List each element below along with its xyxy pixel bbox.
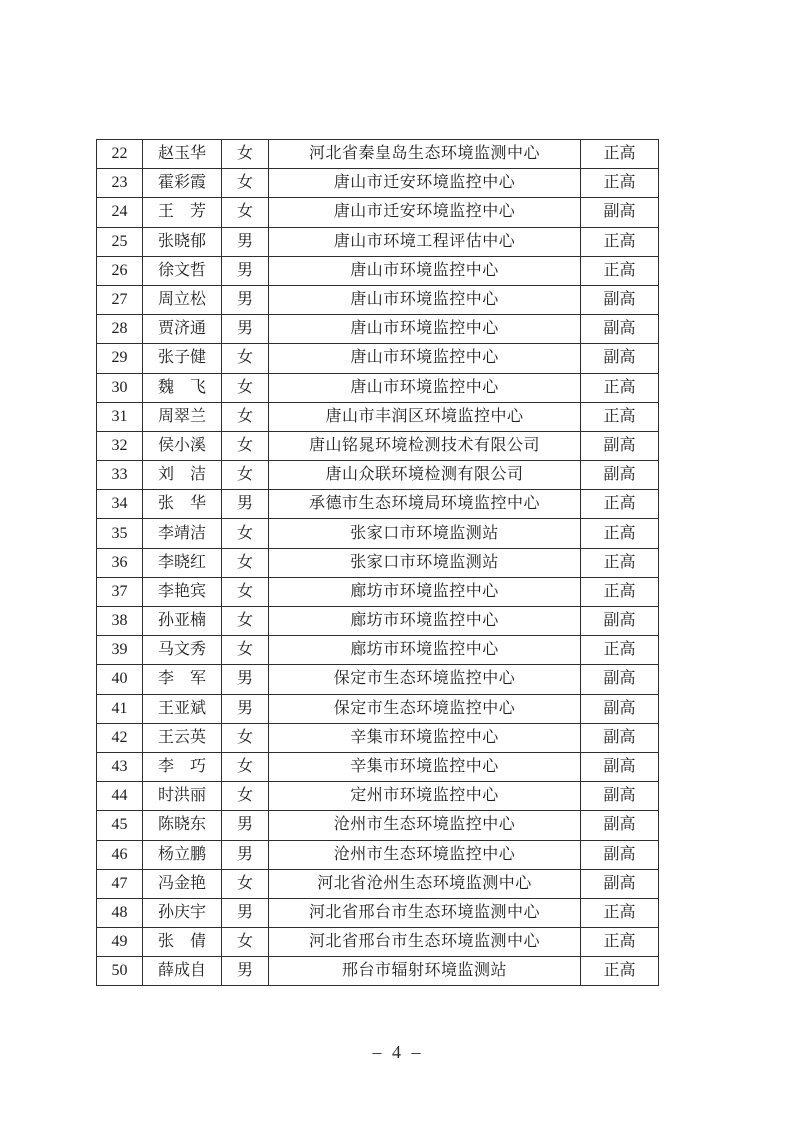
cell-row-number: 50 [97,957,143,986]
cell-title-level: 副高 [581,285,659,314]
cell-name: 王亚斌 [143,694,222,723]
cell-name: 李靖洁 [143,519,222,548]
cell-gender: 女 [222,928,269,957]
cell-title-level: 副高 [581,869,659,898]
cell-title-level: 副高 [581,723,659,752]
cell-title-level: 正高 [581,548,659,577]
cell-organization: 张家口市环境监测站 [269,519,581,548]
table-row [97,140,659,169]
cell-title-level: 副高 [581,694,659,723]
cell-name: 孙亚楠 [143,607,222,636]
cell-gender: 男 [222,957,269,986]
cell-organization: 辛集市环境监控中心 [269,723,581,752]
cell-gender: 男 [222,665,269,694]
cell-name: 时洪丽 [143,782,222,811]
cell-name: 李 巧 [143,752,222,781]
cell-row-number: 41 [97,694,143,723]
table-row [97,782,659,811]
cell-row-number: 38 [97,607,143,636]
cell-title-level: 正高 [581,256,659,285]
cell-row-number: 27 [97,285,143,314]
table-row [97,869,659,898]
cell-organization: 沧州市生态环境监控中心 [269,840,581,869]
cell-row-number: 22 [97,140,143,169]
cell-row-number: 45 [97,811,143,840]
table-row [97,256,659,285]
table-row [97,928,659,957]
cell-name: 张晓郁 [143,227,222,256]
table-row [97,665,659,694]
cell-title-level: 副高 [581,198,659,227]
cell-organization: 河北省邢台市生态环境监测中心 [269,928,581,957]
cell-row-number: 44 [97,782,143,811]
cell-title-level: 副高 [581,344,659,373]
table-row [97,636,659,665]
cell-row-number: 35 [97,519,143,548]
cell-organization: 唐山众联环境检测有限公司 [269,461,581,490]
cell-name: 薛成自 [143,957,222,986]
cell-organization: 张家口市环境监测站 [269,548,581,577]
cell-title-level: 正高 [581,577,659,606]
cell-row-number: 34 [97,490,143,519]
cell-name: 刘 洁 [143,461,222,490]
cell-gender: 男 [222,315,269,344]
table-row [97,431,659,460]
table-row [97,490,659,519]
cell-row-number: 24 [97,198,143,227]
cell-row-number: 33 [97,461,143,490]
cell-gender: 男 [222,694,269,723]
cell-name: 李艳宾 [143,577,222,606]
table-row [97,898,659,927]
table-row [97,285,659,314]
table-row [97,840,659,869]
cell-gender: 女 [222,461,269,490]
cell-organization: 保定市生态环境监控中心 [269,665,581,694]
cell-organization: 邢台市辐射环境监测站 [269,957,581,986]
cell-gender: 女 [222,548,269,577]
table-row [97,548,659,577]
cell-gender: 男 [222,227,269,256]
page-number: – 4 – [372,1042,421,1062]
cell-gender: 男 [222,840,269,869]
cell-gender: 女 [222,373,269,402]
cell-title-level: 副高 [581,607,659,636]
cell-organization: 唐山市环境工程评估中心 [269,227,581,256]
cell-gender: 男 [222,811,269,840]
cell-title-level: 副高 [581,811,659,840]
cell-name: 冯金艳 [143,869,222,898]
cell-row-number: 28 [97,315,143,344]
cell-gender: 女 [222,723,269,752]
cell-organization: 河北省邢台市生态环境监测中心 [269,898,581,927]
cell-title-level: 正高 [581,928,659,957]
cell-title-level: 正高 [581,227,659,256]
cell-row-number: 29 [97,344,143,373]
cell-gender: 女 [222,577,269,606]
table-row [97,752,659,781]
cell-row-number: 36 [97,548,143,577]
cell-row-number: 47 [97,869,143,898]
cell-name: 赵玉华 [143,140,222,169]
cell-organization: 保定市生态环境监控中心 [269,694,581,723]
cell-name: 周翠兰 [143,402,222,431]
table-row [97,957,659,986]
cell-title-level: 副高 [581,782,659,811]
table-row [97,577,659,606]
cell-organization: 唐山市环境监控中心 [269,344,581,373]
cell-name: 魏 飞 [143,373,222,402]
cell-row-number: 39 [97,636,143,665]
cell-gender: 女 [222,869,269,898]
cell-name: 张子健 [143,344,222,373]
cell-row-number: 46 [97,840,143,869]
cell-row-number: 43 [97,752,143,781]
cell-row-number: 31 [97,402,143,431]
cell-gender: 男 [222,490,269,519]
cell-name: 张 华 [143,490,222,519]
cell-organization: 廊坊市环境监控中心 [269,636,581,665]
cell-gender: 女 [222,198,269,227]
personnel-roster-table [96,139,659,986]
cell-title-level: 副高 [581,665,659,694]
cell-name: 贾济通 [143,315,222,344]
table-row [97,723,659,752]
cell-organization: 定州市环境监控中心 [269,782,581,811]
cell-title-level: 正高 [581,490,659,519]
cell-gender: 女 [222,607,269,636]
cell-row-number: 26 [97,256,143,285]
cell-organization: 沧州市生态环境监控中心 [269,811,581,840]
cell-title-level: 正高 [581,402,659,431]
cell-title-level: 正高 [581,373,659,402]
table-row [97,811,659,840]
cell-name: 侯小溪 [143,431,222,460]
cell-name: 徐文哲 [143,256,222,285]
cell-gender: 女 [222,752,269,781]
table-row [97,198,659,227]
cell-gender: 女 [222,636,269,665]
cell-gender: 女 [222,402,269,431]
cell-title-level: 副高 [581,752,659,781]
table-row [97,461,659,490]
cell-name: 孙庆宇 [143,898,222,927]
cell-gender: 女 [222,519,269,548]
cell-organization: 唐山市环境监控中心 [269,315,581,344]
cell-organization: 河北省秦皇岛生态环境监测中心 [269,140,581,169]
cell-title-level: 正高 [581,898,659,927]
table-row [97,694,659,723]
cell-title-level: 正高 [581,636,659,665]
cell-organization: 承德市生态环境局环境监控中心 [269,490,581,519]
cell-row-number: 40 [97,665,143,694]
cell-organization: 河北省沧州生态环境监测中心 [269,869,581,898]
cell-row-number: 25 [97,227,143,256]
cell-organization: 辛集市环境监控中心 [269,752,581,781]
cell-gender: 女 [222,169,269,198]
cell-gender: 男 [222,256,269,285]
cell-name: 王云英 [143,723,222,752]
cell-gender: 男 [222,898,269,927]
cell-row-number: 37 [97,577,143,606]
cell-organization: 唐山铭晁环境检测技术有限公司 [269,431,581,460]
cell-row-number: 49 [97,928,143,957]
cell-row-number: 42 [97,723,143,752]
table-row [97,315,659,344]
cell-row-number: 30 [97,373,143,402]
cell-gender: 男 [222,285,269,314]
cell-title-level: 正高 [581,140,659,169]
cell-organization: 唐山市环境监控中心 [269,256,581,285]
cell-organization: 廊坊市环境监控中心 [269,577,581,606]
cell-gender: 女 [222,431,269,460]
cell-name: 陈晓东 [143,811,222,840]
cell-title-level: 正高 [581,519,659,548]
cell-name: 李晓红 [143,548,222,577]
cell-row-number: 48 [97,898,143,927]
table-row [97,402,659,431]
cell-name: 张 倩 [143,928,222,957]
cell-title-level: 副高 [581,431,659,460]
cell-organization: 廊坊市环境监控中心 [269,607,581,636]
table-row [97,607,659,636]
cell-name: 马文秀 [143,636,222,665]
cell-name: 王 芳 [143,198,222,227]
cell-gender: 女 [222,782,269,811]
table-row [97,344,659,373]
cell-name: 霍彩霞 [143,169,222,198]
cell-gender: 女 [222,140,269,169]
cell-row-number: 23 [97,169,143,198]
cell-title-level: 副高 [581,315,659,344]
table-row [97,227,659,256]
cell-title-level: 正高 [581,957,659,986]
cell-title-level: 副高 [581,461,659,490]
cell-gender: 女 [222,344,269,373]
cell-title-level: 副高 [581,840,659,869]
cell-organization: 唐山市环境监控中心 [269,285,581,314]
table-row [97,169,659,198]
cell-name: 李 军 [143,665,222,694]
table-row [97,373,659,402]
cell-organization: 唐山市丰润区环境监控中心 [269,402,581,431]
cell-organization: 唐山市环境监控中心 [269,373,581,402]
cell-title-level: 正高 [581,169,659,198]
cell-organization: 唐山市迁安环境监控中心 [269,198,581,227]
cell-row-number: 32 [97,431,143,460]
cell-name: 杨立鹏 [143,840,222,869]
cell-name: 周立松 [143,285,222,314]
roster-body [97,140,659,986]
table-row [97,519,659,548]
cell-organization: 唐山市迁安环境监控中心 [269,169,581,198]
